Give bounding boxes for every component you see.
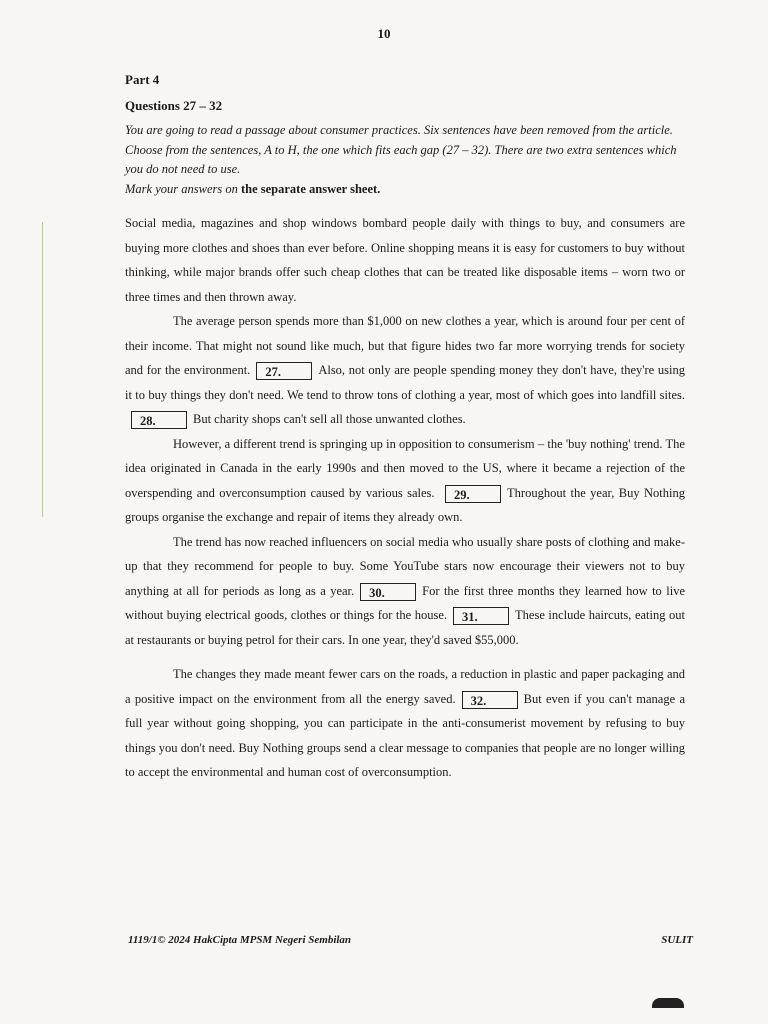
paragraph-5 bbox=[125, 662, 685, 785]
instructions-mark-prefix: Mark your answers on bbox=[125, 181, 238, 196]
passage bbox=[125, 211, 685, 785]
instructions-mark-bold: the separate answer sheet. bbox=[240, 181, 381, 196]
gap-30-box: 30. bbox=[360, 583, 416, 601]
footer-classification: SULIT bbox=[661, 934, 693, 946]
corner-mark bbox=[652, 998, 684, 1008]
instructions-text: You are going to read a passage about consumer practices. Six sentences have been removed from the article. Choose from the sentences, A to H, the one which fits each gap (27 – 32). There are two extra sentences which you do not need to use. bbox=[125, 123, 677, 176]
page-number: 10 bbox=[377, 26, 391, 41]
footer-copyright: 1119/1© 2024 HakCipta MPSM Negeri Sembilan bbox=[128, 934, 352, 946]
paragraph-3-part-b: Throughout the year, Buy Nothing groups organise the exchange and repair of items they already own. bbox=[125, 485, 686, 524]
questions-heading: Questions 27 – 32 bbox=[125, 98, 223, 113]
gap-31-box: 31. bbox=[453, 607, 509, 625]
gap-32-box: 32. bbox=[462, 691, 518, 709]
paragraph-2 bbox=[125, 309, 685, 432]
paragraph-2-part-c: But charity shops can't sell all those unwanted clothes. bbox=[193, 412, 466, 426]
gap-28-box: 28. bbox=[131, 411, 187, 429]
paragraph-3 bbox=[125, 432, 685, 530]
paragraph-3-part-a: However, a different trend is springing up in opposition to consumerism – the 'buy nothing' trend. The idea originated in Canada in the early 1990s and then moved to the US, where it became a rejection of the overspending and overconsumption caused by various sales. bbox=[125, 436, 685, 500]
gap-27-box: 27. bbox=[256, 362, 312, 380]
gap-29-box: 29. bbox=[445, 485, 501, 503]
paragraph-4 bbox=[125, 530, 685, 653]
paragraph-4-part-c: These include haircuts, eating out at restaurants or buying petrol for their cars. In one year, they'd saved $55,000. bbox=[125, 608, 685, 647]
paragraph-2-part-a: The average person spends more than $1,000 on new clothes a year, which is around four per cent of their income. That might not sound like much, but that figure hides two far more worrying trends for society and for the environment. bbox=[125, 314, 685, 377]
margin-line bbox=[42, 222, 43, 517]
paragraph-5-part-b: But even if you can't manage a full year without going shopping, you can participate in the anti-consumerist movement by refusing to buy things you don't need. Buy Nothing groups send a clear message to companies that people are no longer willing to accept the environmental and human cost of overconsumption. bbox=[125, 691, 686, 779]
paragraph-1: Social media, magazines and shop windows bombard people daily with things to buy, and consumers are buying more clothes and shoes than ever before. Online shopping means it is easy for customers to buy without thinking, while major brands offer such cheap clothes that can be treated like disposable items – worn two or three times and then thrown away. bbox=[125, 216, 685, 304]
instructions bbox=[125, 121, 685, 199]
paragraph-4-part-b: For the first three months they learned how to live without buying electrical goods, clothes or things for the house. bbox=[125, 583, 685, 622]
paragraph-4-part-a: The trend has now reached influencers on social media who usually share posts of clothing and make-up that they recommend for people to buy. Some YouTube stars now encourage their viewers not to buy anything at all for periods as long as a year. bbox=[125, 534, 685, 598]
paragraph-5-part-a: The changes they made meant fewer cars on the roads, a reduction in plastic and paper packaging and a positive impact on the environment from all the energy saved. bbox=[125, 667, 685, 706]
part-heading: Part 4 bbox=[125, 72, 160, 87]
paragraph-2-part-b: Also, not only are people spending money they don't have, they're using it to buy things they don't need. We tend to throw tons of clothing a year, most of which goes into landfill sites. bbox=[125, 363, 685, 402]
content bbox=[125, 72, 685, 785]
